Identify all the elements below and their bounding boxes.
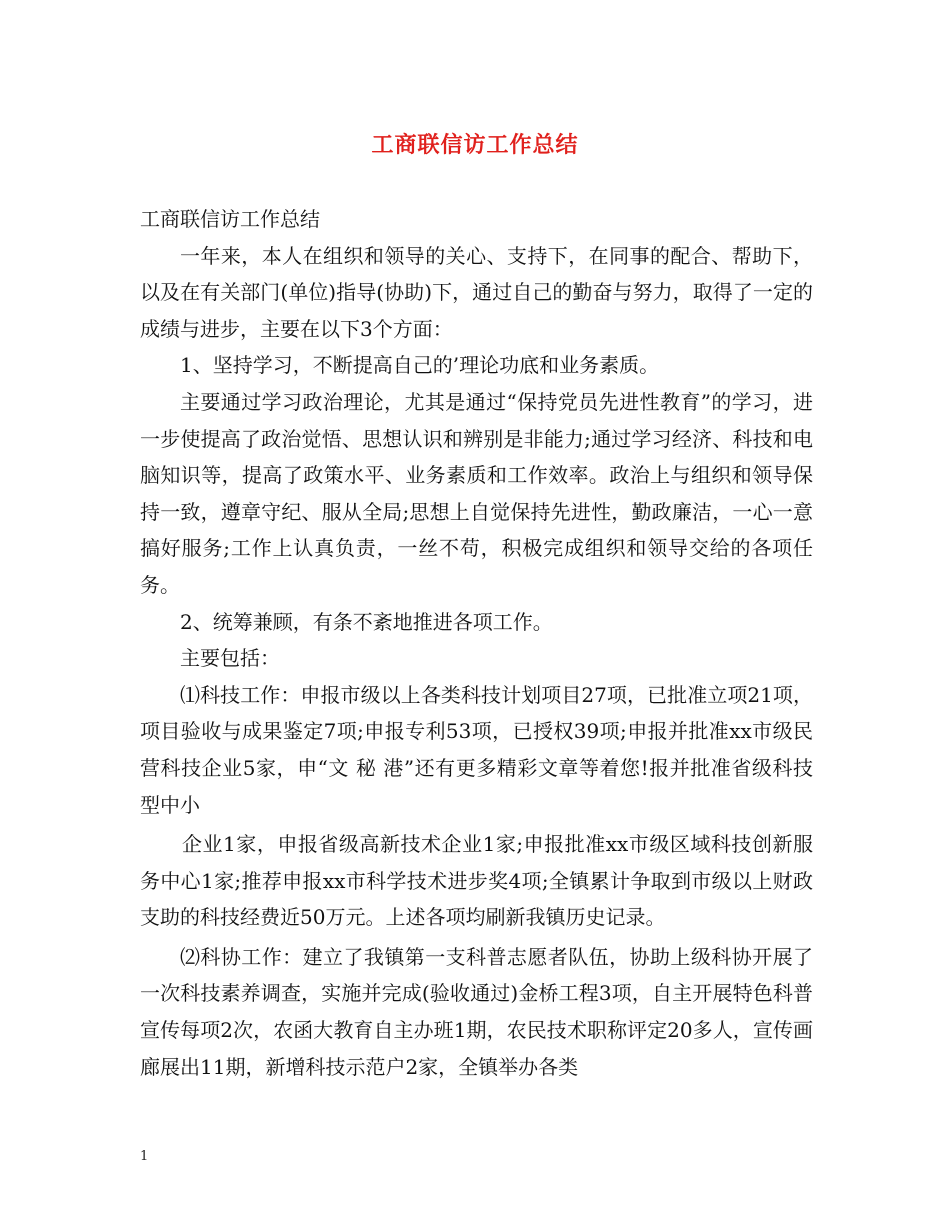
section-heading-1: 1、坚持学习，不断提高自己的’理论功底和业务素质。 [180, 353, 660, 378]
section-heading-2: 2、统筹兼顾，有条不紊地推进各项工作。 [180, 609, 553, 634]
intro-paragraph: 一年来，本人在组织和领导的关心、支持下，在同事的配合、帮助下，以及在有关部门(单位)指导(协助)下，通过自己的勤奋与努力，取得了一定的成绩与进步，主要在以下3个方面： [140, 243, 813, 341]
tech-work-continued-paragraph: 企业1家，申报省级高新技术企业1家;申报批准xx市级区域科技创新服务中心1家;推荐申报xx市科学技术进步奖4项;全镇累计争取到市级以上财政支助的科技经费近50万元。上述各项均刷新我镇历史记录。 [140, 832, 813, 930]
page-number: 1 [140, 1149, 149, 1164]
science-association-paragraph: ⑵科协工作：建立了我镇第一支科普志愿者队伍，协助上级科协开展了一次科技素养调查，实施并完成(验收通过)金桥工程3项，自主开展特色科普宣传每项2次，农函大教育自主办班1期，农民技术职称评定20多人，宣传画廊展出11期，新增科技示范户2家，全镇举办各类 [140, 944, 813, 1079]
study-paragraph: 主要通过学习政治理论，尤其是通过“保持党员先进性教育”的学习，进一步使提高了政治觉悟、思想认识和辨别是非能力;通过学习经济、科技和电脑知识等，提高了政策水平、业务素质和工作效率。政治上与组织和领导保持一致，遵章守纪、服从全局;思想上自觉保持先进性，勤政廉洁，一心一意搞好服务;工作上认真负责，一丝不苟，积极完成组织和领导交给的各项任务。 [140, 389, 813, 597]
includes-label: 主要包括： [180, 646, 280, 671]
subtitle-paragraph: 工商联信访工作总结 [140, 207, 320, 231]
document-title: 工商联信访工作总结 [371, 132, 579, 158]
document-body [140, 201, 813, 1085]
tech-work-paragraph: ⑴科技工作：申报市级以上各类科技计划项目27项，已批准立项21项，项目验收与成果鉴定7项;申报专利53项，已授权39项;申报并批准xx市级民营科技企业5家，申“文 秘 港”还有更多精彩文章等着您!报并批准省级科技型中小 [140, 682, 813, 817]
